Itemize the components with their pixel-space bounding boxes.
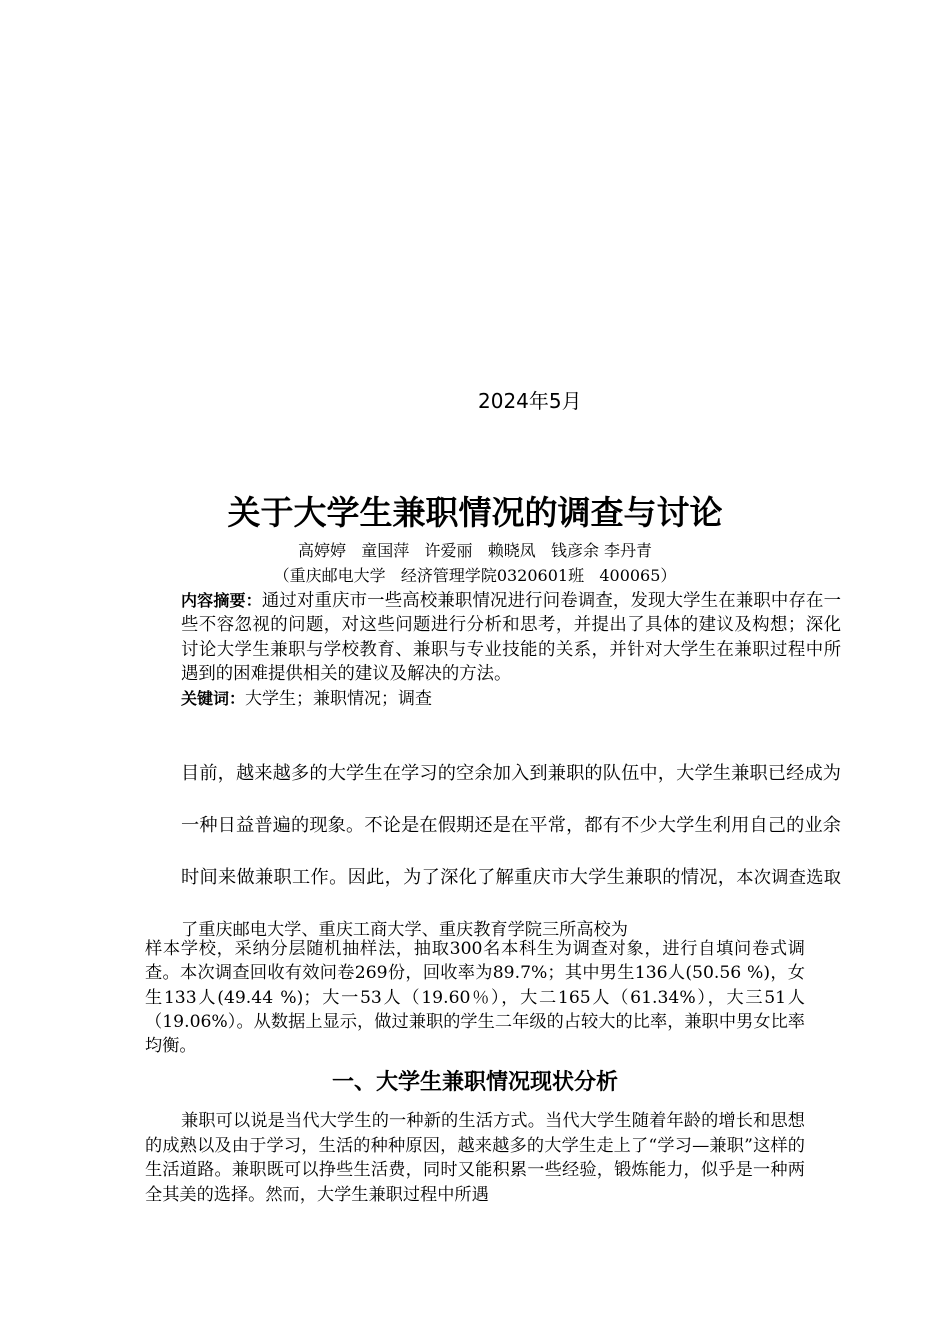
- section-heading: 一、大学生兼职情况现状分析: [331, 1070, 618, 1095]
- abstract-paragraph: [145, 589, 841, 687]
- section-paragraph: 兼职可以说是当代大学生的一种新的生活方式。当代大学生随着年龄的增长和思想的成熟以及由于学习，生活的种种原因，越来越多的大学生走上了“学习—兼职”这样的生活道路。兼职既可以挣些生活费，同时又能积累一些经验，锻炼能力，似乎是一种两全其美的选择。然而，大学生兼职过程中所遇: [145, 1111, 805, 1205]
- intro-paragraph-continued: 样本学校，采纳分层随机抽样法，抽取300名本科生为调查对象，进行自填问卷式调查。本次调查回收有效问卷269份，回收率为89.7%；其中男生136人(50.56 %)，女生133人(49.44 %)；大一53人（19.60％），大二165人（61.34%），大三51人（19.06%）。从数据上显示，做过兼职的学生二年级的占较大的比率，兼职中男女比率均衡。: [145, 939, 805, 1057]
- intro-wide-tail: 本次调查选取了重庆邮电大学、重庆工商大学、重庆教育学院三所高校为: [181, 868, 841, 940]
- keywords-text: 大学生；兼职情况；调查: [245, 689, 433, 709]
- keywords-paragraph: [145, 687, 841, 711]
- author-list: 高婷婷 童国萍 许爱丽 赖晓凤 钱彦余 李丹青: [297, 541, 653, 560]
- document-date: 2024年5月: [478, 389, 582, 413]
- keywords-label: 关键词：: [181, 689, 246, 708]
- document-title: 关于大学生兼职情况的调查与讨论: [227, 493, 723, 532]
- intro-paragraph: [145, 748, 841, 956]
- abstract-label: 内容摘要：: [181, 591, 262, 610]
- intro-wide-text: 目前，越来越多的大学生在学习的空余加入到兼职的队伍中，大学生兼职已经成为一种日益普遍的现象。不论是在假期还是在平常，都有不少大学生利用自己的业余时间来做兼职工作。因此，为了深化了解重庆市大学生兼职的情况，: [181, 763, 841, 888]
- author-affiliation: （重庆邮电大学 经济管理学院0320601班 400065）: [273, 566, 677, 585]
- abstract-text: 通过对重庆市一些高校兼职情况进行问卷调查，发现大学生在兼职中存在一些不容忽视的问题，对这些问题进行分析和思考，并提出了具体的建议及构想；深化讨论大学生兼职与学校教育、兼职与专业技能的关系，并针对大学生在兼职过程中所遇到的困难提供相关的建议及解决的方法。: [181, 591, 841, 685]
